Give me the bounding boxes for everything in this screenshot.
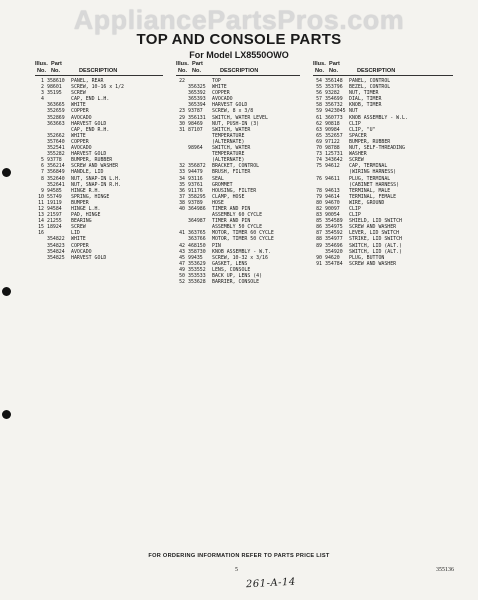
part-description: NUT, PUSH-IN (3) <box>212 120 260 127</box>
part-description: COPPER <box>71 108 89 115</box>
page-number: 5 <box>235 567 238 573</box>
part-number: 352869 <box>47 114 65 121</box>
binder-hole <box>2 168 11 177</box>
part-description: AVOCADO <box>71 248 92 255</box>
part-number: 356325 <box>188 84 206 91</box>
part-description: SWITCH, LID (ALT.) <box>349 242 402 249</box>
document-number: 355136 <box>436 567 454 573</box>
part-description: TOP <box>212 78 221 84</box>
part-description: HOSE <box>212 199 224 206</box>
illus-number: 4 <box>41 96 44 103</box>
part-number: 94614 <box>325 193 340 200</box>
part-description: SWITCH, WATER LEVEL <box>212 114 268 121</box>
part-number: 356214 <box>47 163 65 170</box>
illus-number: 83 <box>316 212 322 219</box>
part-number: 98788 <box>325 145 340 152</box>
part-description: MOTOR, TIMER 50 CYCLE <box>212 236 274 243</box>
part-number: 97122 <box>325 138 340 145</box>
part-number: 356148 <box>325 78 343 84</box>
part-number: 87107 <box>188 126 203 133</box>
parts-column-2 <box>176 61 300 285</box>
part-description: PANEL, REAR <box>71 78 104 84</box>
part-number: 356732 <box>325 102 343 109</box>
part-number: 21597 <box>47 212 62 219</box>
part-number: 360773 <box>325 114 343 121</box>
illus-number: 30 <box>179 120 185 127</box>
part-description: LENS, CONSOLE <box>212 266 251 273</box>
part-description: WIRE, GROUND <box>349 199 385 206</box>
part-description: SCREW AND WASHER <box>71 163 119 170</box>
part-number: 358610 <box>47 78 65 84</box>
illus-number: 59 <box>316 108 322 115</box>
part-number: 363765 <box>188 230 206 237</box>
illus-number: 41 <box>179 230 185 237</box>
header-label: Illus. <box>176 61 189 67</box>
part-description: PLUG, TERMINAL <box>349 175 391 182</box>
illus-number: 82 <box>316 205 322 212</box>
parts-column-1 <box>35 61 163 261</box>
part-description: (ALTERNATE) <box>212 138 245 145</box>
illus-number: 90 <box>316 254 322 261</box>
part-description: BACK UP, LENS (4) <box>212 273 263 279</box>
header-label: No. <box>37 67 47 74</box>
part-number: 363665 <box>47 102 65 109</box>
part-number: 353796 <box>325 84 343 91</box>
illus-number: 73 <box>316 151 322 158</box>
part-description: BRACKET, CONTROL <box>212 163 260 170</box>
illus-number: 29 <box>179 114 185 121</box>
part-number: 353533 <box>188 273 206 279</box>
header-label: No. <box>178 67 188 74</box>
part-number: 365392 <box>188 90 206 97</box>
part-description: BUMPER, RUBBER <box>349 138 391 145</box>
illus-number: 85 <box>316 218 322 225</box>
part-description: SCREW AND WASHER <box>349 224 397 231</box>
part-description: WHITE <box>71 102 86 109</box>
part-description: WHITE <box>212 84 227 91</box>
illus-number: 69 <box>316 138 322 145</box>
part-number: 468150 <box>188 242 206 249</box>
part-number: 356872 <box>188 163 206 170</box>
illus-number: 76 <box>316 175 322 182</box>
illus-number: 88 <box>316 236 322 243</box>
part-description: COPPER <box>212 90 230 97</box>
part-number: 93789 <box>188 199 203 206</box>
part-number: 355282 <box>47 151 65 158</box>
part-description: LID <box>71 230 80 237</box>
part-description: CAP, END L.H. <box>71 96 110 103</box>
part-description: HARVEST GOLD <box>212 102 248 109</box>
part-number: 353552 <box>188 266 206 273</box>
part-description: ASSEMBLY 60 CYCLE <box>212 212 263 219</box>
part-description: NUT, SNAP-IN L.H. <box>71 175 122 182</box>
header-label: Part <box>329 61 340 67</box>
part-description: TIMER AND PIN <box>212 205 251 212</box>
illus-number: 47 <box>179 260 185 267</box>
header-label: Illus. <box>35 61 48 67</box>
parts-row <box>313 261 453 267</box>
part-number: 9423045 <box>325 108 346 115</box>
part-number: 93761 <box>188 181 203 188</box>
part-number: 363766 <box>188 236 206 243</box>
part-description: TERMINAL, MALE <box>349 187 391 194</box>
illus-number: 74 <box>316 157 322 164</box>
column-header <box>176 61 300 76</box>
part-description: TERMINAL, FEMALE <box>349 193 397 200</box>
part-number: 352659 <box>47 108 65 115</box>
part-description: (CABINET HARNESS) <box>349 181 400 188</box>
part-number: 358295 <box>188 193 206 200</box>
illus-number: 50 <box>179 273 185 279</box>
header-label: No. <box>192 67 202 74</box>
header-label: Part <box>192 61 203 67</box>
part-number: 354824 <box>47 248 65 255</box>
part-description: TIMER AND PIN <box>212 218 251 225</box>
part-number: 94620 <box>325 254 340 261</box>
part-number: 35195 <box>47 90 62 97</box>
header-label: No. <box>315 67 325 74</box>
header-label: DESCRIPTION <box>220 67 259 74</box>
part-description: NUT, TIMER <box>349 90 379 97</box>
part-number: 93282 <box>325 90 340 97</box>
part-number: 353628 <box>188 279 206 286</box>
watermark: AppliancePartsPros.com <box>73 5 405 35</box>
part-description: CLIP <box>349 205 361 212</box>
part-number: 94585 <box>47 187 62 194</box>
illus-number: 61 <box>316 114 322 121</box>
part-number: 354696 <box>325 242 343 249</box>
part-number: 354784 <box>325 260 343 267</box>
illus-number: 89 <box>316 242 322 249</box>
illus-number: 43 <box>179 248 185 255</box>
illus-number: 22 <box>179 78 185 84</box>
part-number: 353629 <box>188 260 206 267</box>
illus-number: 62 <box>316 120 322 127</box>
part-description: (WIRING HARNESS) <box>349 169 397 176</box>
part-description: KNOB ASSEMBLY - W.T. <box>212 248 271 255</box>
part-number: 364987 <box>188 218 206 225</box>
part-number: 364986 <box>188 205 206 212</box>
illus-number: 75 <box>316 163 322 170</box>
header-label: No. <box>51 67 61 74</box>
part-number: 94611 <box>325 175 340 182</box>
binder-hole <box>2 287 11 296</box>
part-description: GASKET, LENS <box>212 260 248 267</box>
part-description: SCREW <box>349 157 364 164</box>
part-number: 352641 <box>47 181 65 188</box>
part-number: 21255 <box>47 218 62 225</box>
illus-number: 38 <box>179 199 185 206</box>
part-number: 365394 <box>188 102 206 109</box>
ordering-footer: FOR ORDERING INFORMATION REFER TO PARTS PRICE LIST <box>148 553 330 559</box>
part-description: KNOB ASSEMBLY - W.L. <box>349 114 408 121</box>
part-number: 94613 <box>325 187 340 194</box>
illus-number: 58 <box>316 102 322 109</box>
illus-number: 57 <box>316 96 322 103</box>
part-description: STRIKE, LID SWITCH <box>349 236 402 243</box>
illus-number: 33 <box>179 169 185 176</box>
illus-number: 8 <box>41 175 44 182</box>
part-description: TEMPERATURE <box>212 151 245 158</box>
illus-number: 34 <box>179 175 185 182</box>
part-number: 354822 <box>47 236 65 243</box>
illus-number: 13 <box>38 212 44 219</box>
illus-number: 2 <box>41 84 44 91</box>
part-description: ASSEMBLY 50 CYCLE <box>212 224 263 231</box>
illus-number: 80 <box>316 199 322 206</box>
part-description: PANEL, CONTROL <box>349 78 391 84</box>
part-number: 352640 <box>47 175 65 182</box>
illus-number: 14 <box>38 218 44 225</box>
part-number: 18924 <box>47 224 62 231</box>
part-number: 354592 <box>325 230 343 237</box>
part-number: 98601 <box>47 84 62 91</box>
part-description: HARVEST GOLD <box>71 120 107 127</box>
illus-number: 87 <box>316 230 322 237</box>
handwritten-note: 261-A-14 <box>245 576 297 591</box>
part-description: NUT <box>349 108 358 115</box>
column-header <box>313 61 453 76</box>
part-description: WHITE <box>71 132 86 139</box>
part-description: CAP, END R.H. <box>71 126 110 133</box>
part-description: CLAMP, HOSE <box>212 193 245 200</box>
illus-number: 1 <box>41 78 44 84</box>
part-number: 356131 <box>188 114 206 121</box>
part-number: 352662 <box>47 132 65 139</box>
part-number: 352657 <box>325 132 343 139</box>
part-description: BRUSH, FILTER <box>212 169 251 176</box>
part-number: 94670 <box>325 199 340 206</box>
part-number: 93116 <box>188 175 203 182</box>
header-label: DESCRIPTION <box>79 67 118 74</box>
part-description: SCREW AND WASHER <box>349 260 397 267</box>
part-number: 365393 <box>188 96 206 103</box>
part-description: CLIP <box>349 212 361 219</box>
part-description: CAP, TERMINAL <box>349 163 388 170</box>
part-description: BUMPER <box>71 199 89 206</box>
part-number: 90984 <box>325 126 340 133</box>
part-description: SCREW, 8 x 3/8 <box>212 108 254 115</box>
illus-number: 78 <box>316 187 322 194</box>
illus-number: 3 <box>41 90 44 97</box>
part-number: 90054 <box>325 212 340 219</box>
illus-number: 79 <box>316 193 322 200</box>
part-description: SCREW <box>71 90 86 97</box>
part-description: AVOCADO <box>71 145 92 152</box>
part-description: HARVEST GOLD <box>71 151 107 158</box>
header-label: Part <box>51 61 62 67</box>
illus-number: 42 <box>179 242 185 249</box>
header-label: No. <box>329 67 339 74</box>
illus-number: 12 <box>38 205 44 212</box>
illus-number: 63 <box>316 126 322 133</box>
illus-number: 91 <box>316 260 322 267</box>
illus-number: 56 <box>316 90 322 97</box>
part-description: SHIELD, LID SWITCH <box>349 218 402 225</box>
illus-number: 45 <box>179 254 185 261</box>
part-description: COPPER <box>71 138 89 145</box>
part-description: HOUSING, FILTER <box>212 187 257 194</box>
part-number: 354920 <box>325 248 343 255</box>
page-title: TOP AND CONSOLE PARTS <box>136 31 342 48</box>
part-description: MOTOR, TIMER 60 CYCLE <box>212 230 274 237</box>
column-header <box>35 61 163 76</box>
part-number: 90097 <box>325 205 340 212</box>
illus-number: 37 <box>179 193 185 200</box>
part-description: SWITCH, WATER <box>212 145 251 152</box>
part-description: AVOCADO <box>71 114 92 121</box>
part-description: BUMPER, RUBBER <box>71 157 113 164</box>
part-description: PIN <box>212 242 221 249</box>
part-description: WASHER <box>349 151 367 158</box>
part-description: COPPER <box>71 242 89 249</box>
part-description: BARRIER, CONSOLE <box>212 279 260 286</box>
illus-number: 70 <box>316 145 322 152</box>
part-description: NUT, SNAP-IN R.H. <box>71 181 122 188</box>
illus-number: 65 <box>316 132 322 139</box>
part-number: 93778 <box>47 157 62 164</box>
illus-number: 10 <box>38 193 44 200</box>
part-description: (ALTERNATE) <box>212 157 245 164</box>
part-description: SCREW <box>71 224 86 231</box>
header-label: DESCRIPTION <box>357 67 396 74</box>
part-description: LEVER, LID SWITCH <box>349 230 400 237</box>
part-description: SCREW, 10-32 x 3/16 <box>212 254 268 261</box>
model-line: For Model LX8550OWO <box>189 50 289 60</box>
illus-number: 6 <box>41 163 44 170</box>
illus-number: 35 <box>179 181 185 188</box>
part-number: 99435 <box>188 254 203 261</box>
part-number: 94584 <box>47 205 62 212</box>
illus-number: 52 <box>179 279 185 286</box>
illus-number: 49 <box>179 266 185 273</box>
part-number: 94612 <box>325 163 340 170</box>
part-number: 125731 <box>325 151 343 158</box>
part-number: 354589 <box>325 218 343 225</box>
illus-number: 32 <box>179 163 185 170</box>
part-description: PAD, HINGE <box>71 212 101 219</box>
part-description: PLUG, BUTTON <box>349 254 385 261</box>
illus-number: 16 <box>38 230 44 237</box>
part-description: AVOCADO <box>212 96 233 103</box>
part-number: 363663 <box>47 120 65 127</box>
part-description: SWITCH, LID (ALT.) <box>349 248 402 255</box>
part-description: CLIP <box>349 120 361 127</box>
part-description: SEAL <box>212 175 224 182</box>
part-description: TEMPERATURE <box>212 132 245 139</box>
part-number: 55749 <box>47 193 62 200</box>
part-number: 98469 <box>188 120 203 127</box>
part-number: 98964 <box>188 145 203 152</box>
illus-number: 15 <box>38 224 44 231</box>
part-description: KNOB, TIMER <box>349 102 382 109</box>
part-number: 354823 <box>47 242 65 249</box>
part-number: 19119 <box>47 199 62 206</box>
part-number: 354699 <box>325 96 343 103</box>
part-description: SPACER <box>349 132 367 139</box>
illus-number: 40 <box>179 205 185 212</box>
part-description: SCREW, 10-16 x 1/2 <box>71 84 124 91</box>
part-description: SPRING, HINGE <box>71 193 110 200</box>
part-description: WHITE <box>71 236 86 243</box>
part-number: 357640 <box>47 138 65 145</box>
part-description: GROMMET <box>212 181 233 188</box>
part-description: HARVEST GOLD <box>71 254 107 261</box>
part-number: 93787 <box>188 108 203 115</box>
illus-number: 5 <box>41 157 44 164</box>
part-number: 354977 <box>325 236 343 243</box>
illus-number: 11 <box>38 199 44 206</box>
part-description: BEARING <box>71 218 92 225</box>
part-number: 354825 <box>47 254 65 261</box>
part-description: BEZEL, CONTROL <box>349 84 391 91</box>
illus-number: 54 <box>316 78 322 84</box>
illus-number: 36 <box>179 187 185 194</box>
part-description: DIAL, TIMER <box>349 96 382 103</box>
header-label: Illus. <box>313 61 326 67</box>
part-number: 356849 <box>47 169 65 176</box>
binder-hole <box>2 410 11 419</box>
illus-number: 9 <box>41 187 44 194</box>
part-number: 354975 <box>325 224 343 231</box>
part-number: 91176 <box>188 187 203 194</box>
part-description: NUT, SELF-THREADING <box>349 145 405 152</box>
part-description: HINGE R.H. <box>71 187 101 194</box>
part-number: 352541 <box>47 145 65 152</box>
illus-number: 7 <box>41 169 44 176</box>
part-description: HANDLE, LID <box>71 169 104 176</box>
part-number: 343642 <box>325 157 343 164</box>
illus-number: 31 <box>179 126 185 133</box>
illus-number: 86 <box>316 224 322 231</box>
illus-number: 55 <box>316 84 322 91</box>
part-number: 90818 <box>325 120 340 127</box>
part-description: HINGE L.H. <box>71 205 101 212</box>
part-description: SWITCH, WATER <box>212 126 251 133</box>
part-number: 94479 <box>188 169 203 176</box>
parts-row <box>35 255 163 261</box>
part-number: 358730 <box>188 248 206 255</box>
parts-column-3 <box>313 61 453 267</box>
part-description: CLIP, "U" <box>349 126 376 133</box>
illus-number: 23 <box>179 108 185 115</box>
parts-row <box>176 279 300 285</box>
